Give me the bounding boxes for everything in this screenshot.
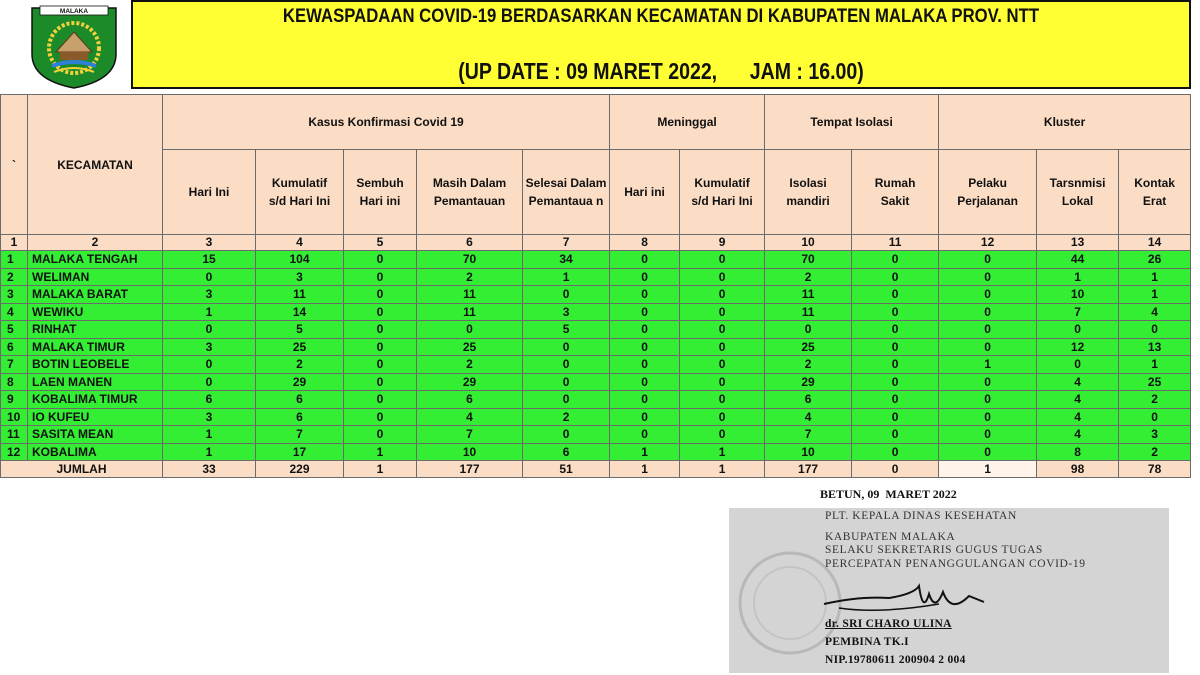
data-cell: 0 [680,408,765,426]
data-cell: 0 [1119,321,1191,339]
data-cell: 0 [939,268,1037,286]
data-cell: 0 [852,251,939,269]
data-cell: 0 [852,443,939,461]
data-cell: 0 [852,303,939,321]
total-cell: 33 [163,461,256,478]
column-header-line1: Selesai Dalam [525,176,607,190]
column-header-line2: Perjalanan [957,194,1018,208]
table-row [1,373,1191,391]
data-cell: 0 [680,426,765,444]
column-header-line1: Pelaku [968,176,1007,190]
table-row [1,286,1191,304]
column-header-line2: Pemantauan [433,194,506,208]
regency-logo [22,2,126,90]
data-cell: 1 [1119,286,1191,304]
data-cell: 29 [256,373,344,391]
data-cell: 0 [610,356,680,374]
column-header-line2: mandiri [786,194,830,208]
data-cell: 12 [1037,338,1119,356]
data-cell: 0 [610,251,680,269]
page-title: KEWASPADAAN COVID-19 BERDASARKAN KECAMATAN DI KABUPATEN MALAKA PROV. NTT [282,6,1040,27]
data-cell: 0 [852,321,939,339]
data-cell: 0 [939,321,1037,339]
data-cell: 4 [1037,373,1119,391]
data-cell: 0 [765,321,852,339]
data-cell: 0 [852,426,939,444]
column-number: 14 [1119,235,1191,251]
table-row [1,251,1191,269]
column-number: 3 [163,235,256,251]
data-cell: 0 [610,268,680,286]
kecamatan-name: KOBALIMA [28,443,163,461]
data-cell: 8 [1037,443,1119,461]
signer-nip: NIP.19780611 200904 2 004 [825,654,966,666]
signing-date: BETUN, 09 MARET 2022 [820,487,957,501]
data-cell: 0 [344,408,417,426]
sig-line-3: SELAKU SEKRETARIS GUGUS TUGAS [825,544,1043,556]
data-cell: 0 [1119,408,1191,426]
total-row [1,461,1191,478]
data-cell: 0 [852,373,939,391]
data-cell: 0 [939,426,1037,444]
data-cell: 0 [163,373,256,391]
table-row [1,408,1191,426]
table-row [1,443,1191,461]
data-cell: 10 [417,443,523,461]
column-header [256,150,344,235]
corner-cell: ` [1,95,28,235]
data-cell: 0 [680,356,765,374]
column-number: 4 [256,235,344,251]
column-header-line2: Lokal [1061,194,1094,208]
data-cell: 0 [610,408,680,426]
column-number: 5 [344,235,417,251]
data-cell: 11 [417,286,523,304]
table-row [1,338,1191,356]
signer-name: dr. SRI CHARO ULINA [825,618,952,630]
data-cell: 70 [417,251,523,269]
total-cell: 1 [680,461,765,478]
data-cell: 2 [765,268,852,286]
row-number: 6 [1,338,28,356]
data-cell: 1 [610,443,680,461]
row-number: 10 [1,408,28,426]
total-cell: 177 [417,461,523,478]
table-row [1,391,1191,409]
data-cell: 13 [1119,338,1191,356]
data-cell: 0 [523,426,610,444]
column-number: 13 [1037,235,1119,251]
row-number: 11 [1,426,28,444]
data-cell: 0 [939,373,1037,391]
total-cell: 229 [256,461,344,478]
table-row [1,356,1191,374]
sig-line-4: PERCEPATAN PENANGGULANGAN COVID-19 [825,558,1086,570]
row-number: 4 [1,303,28,321]
total-cell: 1 [610,461,680,478]
kecamatan-name: BOTIN LEOBELE [28,356,163,374]
data-cell: 0 [852,356,939,374]
data-cell: 3 [163,338,256,356]
data-cell: 0 [939,303,1037,321]
group-meninggal-header: Meninggal [610,95,765,150]
data-cell: 4 [1037,391,1119,409]
data-cell: 15 [163,251,256,269]
data-cell: 0 [939,408,1037,426]
column-number: 9 [680,235,765,251]
column-header [1037,150,1119,235]
logo-text: MALAKA [59,8,89,15]
group-isolasi-header: Tempat Isolasi [765,95,939,150]
kecamatan-header: KECAMATAN [28,95,163,235]
data-cell: 4 [1119,303,1191,321]
data-cell: 2 [765,356,852,374]
data-cell: 4 [417,408,523,426]
data-cell: 0 [417,321,523,339]
data-cell: 1 [939,356,1037,374]
table-row [1,426,1191,444]
data-cell: 11 [417,303,523,321]
column-header [1119,150,1191,235]
data-cell: 2 [417,268,523,286]
data-cell: 0 [852,268,939,286]
data-cell: 0 [680,391,765,409]
column-number: 12 [939,235,1037,251]
data-cell: 0 [523,373,610,391]
kecamatan-name: MALAKA TIMUR [28,338,163,356]
data-cell: 0 [939,286,1037,304]
column-header-line1: Hari Ini [188,185,230,199]
column-number: 7 [523,235,610,251]
data-cell: 7 [417,426,523,444]
data-cell: 0 [610,303,680,321]
signer-rank: PEMBINA TK.I [825,636,909,648]
data-cell: 0 [852,408,939,426]
data-cell: 0 [680,321,765,339]
data-cell: 1 [163,443,256,461]
column-header [939,150,1037,235]
total-cell: 51 [523,461,610,478]
covid-data-table [0,94,1191,478]
data-cell: 104 [256,251,344,269]
data-cell: 7 [256,426,344,444]
data-cell: 0 [680,303,765,321]
data-cell: 0 [610,321,680,339]
kecamatan-name: WEWIKU [28,303,163,321]
data-cell: 1 [1037,268,1119,286]
table-row [1,268,1191,286]
column-header-line1: Isolasi [789,176,827,190]
data-cell: 26 [1119,251,1191,269]
data-cell: 70 [765,251,852,269]
row-number: 3 [1,286,28,304]
total-cell: 78 [1119,461,1191,478]
data-cell: 1 [163,303,256,321]
column-number: 6 [417,235,523,251]
data-cell: 14 [256,303,344,321]
data-cell: 4 [1037,408,1119,426]
data-cell: 0 [610,338,680,356]
data-cell: 0 [1037,356,1119,374]
data-cell: 0 [344,286,417,304]
column-number: 2 [28,235,163,251]
total-cell: 1 [344,461,417,478]
data-cell: 0 [344,391,417,409]
total-cell: 98 [1037,461,1119,478]
data-cell: 0 [939,391,1037,409]
kecamatan-name: WELIMAN [28,268,163,286]
column-header-line2: Pemantaua n [528,194,604,208]
column-header [852,150,939,235]
data-cell: 7 [765,426,852,444]
signature-scrawl-icon [819,574,989,624]
data-cell: 44 [1037,251,1119,269]
column-header-line1: Kumulatif [271,176,328,190]
data-cell: 3 [163,286,256,304]
data-cell: 5 [256,321,344,339]
data-cell: 0 [680,286,765,304]
column-header [523,150,610,235]
data-cell: 0 [344,303,417,321]
data-cell: 0 [163,321,256,339]
data-cell: 6 [163,391,256,409]
column-header [344,150,417,235]
column-header-line2: Sakit [880,194,910,208]
kecamatan-name: MALAKA TENGAH [28,251,163,269]
data-cell: 6 [523,443,610,461]
data-cell: 3 [256,268,344,286]
data-cell: 11 [256,286,344,304]
update-timestamp: (UP DATE : 09 MARET 2022, JAM : 16.00) [458,58,864,84]
data-cell: 0 [163,268,256,286]
column-header-line2: s/d Hari Ini [691,194,753,208]
data-cell: 10 [765,443,852,461]
data-cell: 0 [344,338,417,356]
sig-line-2: KABUPATEN MALAKA [825,531,956,543]
kecamatan-name: IO KUFEU [28,408,163,426]
data-cell: 0 [852,391,939,409]
column-header-line2: Erat [1142,194,1167,208]
kecamatan-name: LAEN MANEN [28,373,163,391]
group-kasus-header: Kasus Konfirmasi Covid 19 [163,95,610,150]
data-cell: 0 [344,251,417,269]
data-cell: 0 [680,373,765,391]
data-cell: 4 [765,408,852,426]
data-cell: 2 [417,356,523,374]
data-cell: 2 [256,356,344,374]
kecamatan-name: SASITA MEAN [28,426,163,444]
data-cell: 0 [344,373,417,391]
row-number: 1 [1,251,28,269]
data-cell: 29 [765,373,852,391]
signature-block [729,508,1169,673]
total-cell: 1 [939,461,1037,478]
data-cell: 0 [344,356,417,374]
coat-of-arms-icon [22,2,126,90]
data-cell: 4 [1037,426,1119,444]
data-cell: 0 [523,338,610,356]
data-cell: 0 [680,251,765,269]
title-banner [131,0,1191,89]
data-cell: 0 [852,338,939,356]
column-header-line2: Hari ini [359,194,401,208]
column-number: 8 [610,235,680,251]
data-cell: 0 [852,286,939,304]
column-header-line1: Masih Dalam [432,176,507,190]
data-cell: 25 [1119,373,1191,391]
row-number: 2 [1,268,28,286]
row-number: 8 [1,373,28,391]
data-cell: 2 [1119,391,1191,409]
column-header-line1: Rumah [874,176,916,190]
data-cell: 0 [344,321,417,339]
data-cell: 3 [523,303,610,321]
data-cell: 11 [765,303,852,321]
kecamatan-name: MALAKA BARAT [28,286,163,304]
column-header-line1: Hari ini [624,185,665,199]
data-cell: 25 [417,338,523,356]
kecamatan-name: KOBALIMA TIMUR [28,391,163,409]
kecamatan-name: RINHAT [28,321,163,339]
data-cell: 0 [344,268,417,286]
column-header [765,150,852,235]
row-number: 9 [1,391,28,409]
data-cell: 10 [1037,286,1119,304]
data-cell: 0 [163,356,256,374]
data-cell: 0 [939,251,1037,269]
data-cell: 0 [523,286,610,304]
data-cell: 0 [680,338,765,356]
data-cell: 1 [1119,268,1191,286]
row-number: 7 [1,356,28,374]
column-number: 11 [852,235,939,251]
data-cell: 0 [610,426,680,444]
data-cell: 7 [1037,303,1119,321]
data-cell: 11 [765,286,852,304]
data-cell: 1 [680,443,765,461]
column-number: 1 [1,235,28,251]
data-cell: 1 [163,426,256,444]
data-cell: 0 [344,426,417,444]
data-cell: 2 [1119,443,1191,461]
column-header-line2: s/d Hari Ini [268,194,331,208]
data-cell: 3 [1119,426,1191,444]
row-number: 5 [1,321,28,339]
data-cell: 0 [1037,321,1119,339]
column-header [163,150,256,235]
data-cell: 25 [256,338,344,356]
data-cell: 0 [610,391,680,409]
data-cell: 3 [163,408,256,426]
data-cell: 25 [765,338,852,356]
data-cell: 6 [417,391,523,409]
column-header-line1: Tarsnmisi [1049,176,1106,190]
data-cell: 6 [256,391,344,409]
column-header [610,150,680,235]
data-cell: 6 [256,408,344,426]
sig-line-1: PLT. KEPALA DINAS KESEHATAN [825,510,1017,522]
table-row [1,321,1191,339]
group-kluster-header: Kluster [939,95,1191,150]
column-header-line1: Kontak [1134,176,1175,190]
data-cell: 0 [939,443,1037,461]
data-cell: 0 [680,268,765,286]
data-cell: 2 [523,408,610,426]
column-header-line1: Sembuh [356,176,404,190]
data-cell: 1 [344,443,417,461]
data-cell: 0 [610,373,680,391]
data-cell: 0 [610,286,680,304]
column-header [680,150,765,235]
row-number: 12 [1,443,28,461]
column-header-line1: Kumulatif [694,176,750,190]
total-label: JUMLAH [1,461,163,478]
data-cell: 6 [765,391,852,409]
data-cell: 17 [256,443,344,461]
column-header [417,150,523,235]
table-row [1,303,1191,321]
data-cell: 34 [523,251,610,269]
data-cell: 0 [939,338,1037,356]
data-cell: 1 [1119,356,1191,374]
data-cell: 5 [523,321,610,339]
total-cell: 0 [852,461,939,478]
data-cell: 0 [523,356,610,374]
column-number: 10 [765,235,852,251]
data-cell: 0 [523,391,610,409]
total-cell: 177 [765,461,852,478]
data-cell: 29 [417,373,523,391]
data-cell: 1 [523,268,610,286]
